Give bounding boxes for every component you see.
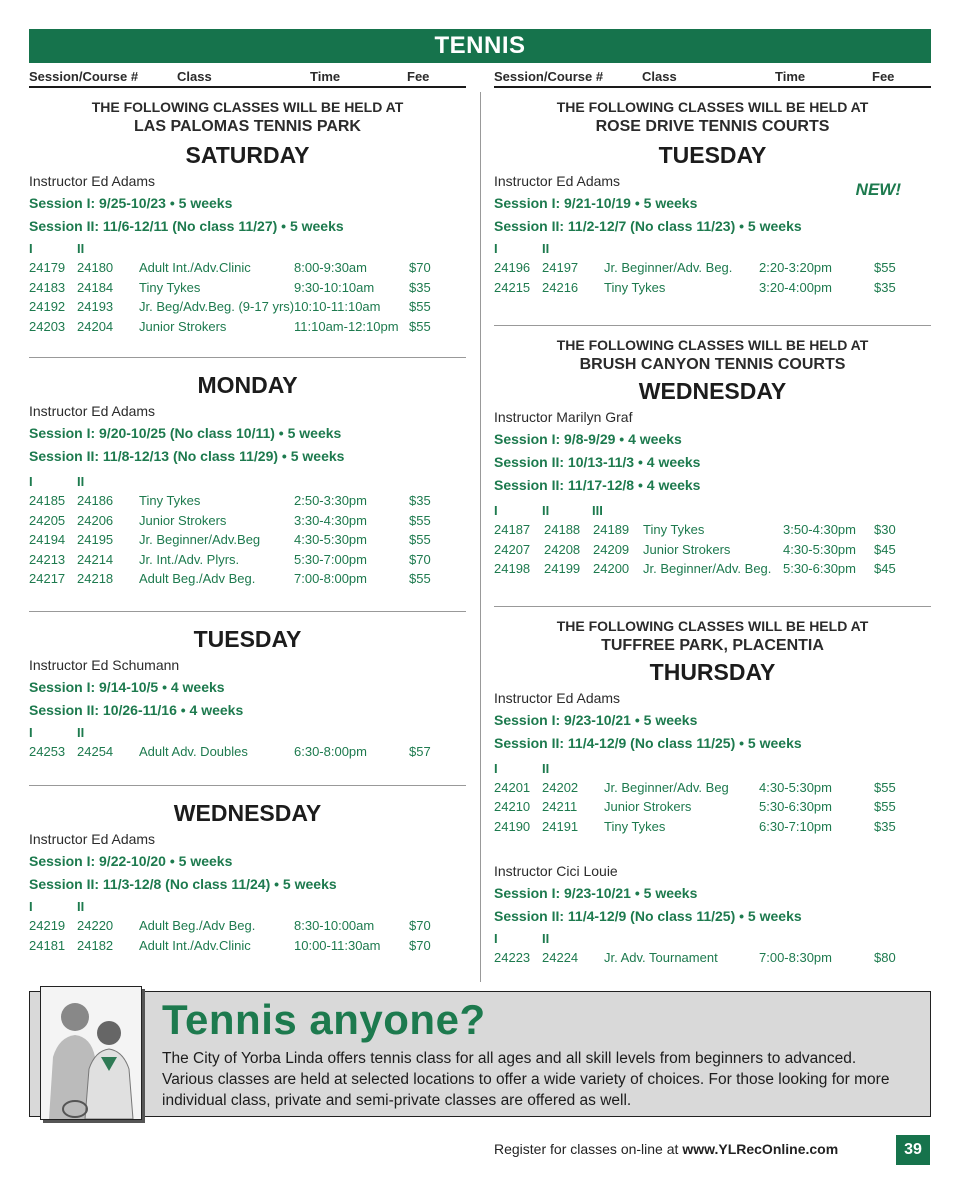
- session-one: Session I: 9/22-10/20 • 5 weeks: [29, 853, 233, 869]
- class-name: Tiny Tykes: [139, 493, 201, 508]
- course-number-session-one: 24213: [29, 551, 66, 567]
- day-heading: MONDAY: [197, 372, 298, 398]
- course-number-session-one: 24187: [494, 522, 531, 537]
- class-time: 4:30-5:30pm: [294, 532, 367, 547]
- venue-name: BRUSH CANYON TENNIS COURTS: [579, 356, 846, 373]
- course-number-session-one: 24179: [29, 260, 66, 275]
- class-name: Jr. Beginner/Adv. Beg: [604, 779, 729, 795]
- session-two: Session II: 11/2-12/7 (No class 11/23) • 5 weeks: [494, 218, 802, 234]
- table-row: [29, 317, 466, 337]
- saturday-block: [29, 140, 466, 336]
- session-numerals: [29, 471, 466, 491]
- course-number-session-two: 24182: [77, 937, 114, 953]
- course-number-session-one: 24217: [29, 571, 66, 586]
- class-time: 3:50-4:30pm: [783, 522, 856, 537]
- course-number-session-one: 24201: [494, 779, 531, 795]
- table-row: [494, 778, 931, 798]
- course-number-session-two: 24214: [77, 551, 114, 567]
- table-row: [494, 817, 931, 837]
- class-name: Tiny Tykes: [139, 279, 201, 295]
- course-number-session-two: 24193: [77, 299, 114, 314]
- class-fee: $70: [409, 551, 431, 567]
- course-number-session-three: 24200: [593, 561, 630, 576]
- instructor: Instructor Ed Adams: [494, 173, 621, 189]
- numeral-one: I: [494, 931, 498, 946]
- header-fee: Fee: [872, 69, 895, 84]
- promo-description: The City of Yorba Linda offers tennis class for all ages and all skill levels from beginners to advanced. Various classes are held at selected locations to offer a wide variety of choices. For those looking for more individual class, private and semi-private classes are offered as well.: [162, 1050, 890, 1109]
- session-one: Session I: 9/25-10/23 • 5 weeks: [29, 195, 233, 211]
- class-time: 8:30-10:00am: [294, 918, 375, 933]
- session-numerals: [494, 500, 931, 520]
- course-number-session-one: 24223: [494, 950, 531, 965]
- class-time: 10:10-11:10am: [294, 299, 381, 314]
- class-time: 10:00-11:30am: [294, 937, 381, 953]
- course-number-session-one: 24198: [494, 561, 531, 576]
- course-number-session-two: 24218: [77, 571, 114, 586]
- numeral-two: II: [77, 899, 85, 914]
- numeral-one: I: [29, 899, 33, 914]
- table-row: [29, 550, 466, 570]
- class-fee: $30: [874, 522, 896, 537]
- class-name: Jr. Beginner/Adv.Beg: [139, 532, 261, 547]
- table-row: [29, 278, 466, 298]
- table-row: [494, 559, 931, 579]
- session-numerals: [29, 722, 466, 742]
- class-fee: $35: [874, 818, 896, 834]
- course-number-session-two: 24206: [77, 512, 114, 528]
- session-numerals: [29, 238, 466, 258]
- class-time: 6:30-7:10pm: [759, 818, 832, 834]
- section-divider: [29, 611, 466, 612]
- table-row: [29, 297, 466, 317]
- instructor: Instructor Marilyn Graf: [494, 409, 633, 425]
- footer-register-note: [494, 1141, 838, 1157]
- class-fee: $35: [874, 279, 896, 295]
- column-header-right: [494, 66, 931, 88]
- header-time: Time: [775, 69, 806, 84]
- class-table: [494, 520, 931, 579]
- session-two: Session II: 11/4-12/9 (No class 11/25) • 5 weeks: [494, 734, 802, 751]
- section-banner: TENNIS: [29, 29, 931, 63]
- class-time: 4:30-5:30pm: [783, 541, 856, 557]
- course-number-session-two: 24208: [544, 541, 581, 557]
- class-time: 9:30-10:10am: [294, 279, 375, 295]
- course-number-session-two: 24197: [542, 260, 579, 275]
- session-two: Session II: 10/26-11/16 • 4 weeks: [29, 701, 244, 718]
- venue-name: TUFFREE PARK, PLACENTIA: [601, 636, 824, 654]
- promo-box: [29, 991, 931, 1117]
- header-class: Class: [177, 69, 212, 84]
- day-heading: WEDNESDAY: [173, 800, 322, 826]
- session-numerals: [494, 758, 931, 778]
- numeral-one: I: [494, 503, 498, 518]
- class-time: 5:30-7:00pm: [294, 551, 367, 567]
- column-header-left: [29, 66, 466, 88]
- course-number-session-one: 24190: [494, 818, 531, 834]
- class-time: 3:20-4:00pm: [759, 279, 832, 295]
- brush-canyon-block: [494, 336, 931, 579]
- session-one: Session I: 9/20-10/25 (No class 10/11) • 5 weeks: [29, 425, 342, 441]
- course-number-session-two: 24254: [77, 743, 114, 759]
- section-divider: [29, 357, 466, 358]
- page-number: 39: [896, 1135, 930, 1165]
- class-fee: $70: [409, 937, 431, 953]
- table-row: [29, 569, 466, 589]
- session-two: Session II: 11/4-12/9 (No class 11/25) • 5 weeks: [494, 908, 802, 924]
- class-fee: $45: [874, 541, 896, 557]
- class-fee: $45: [874, 561, 896, 576]
- venue-intro: THE FOLLOWING CLASSES WILL BE HELD AT: [91, 99, 404, 115]
- column-divider: [480, 92, 481, 982]
- venue-intro: THE FOLLOWING CLASSES WILL BE HELD AT: [556, 337, 869, 353]
- class-fee: $55: [409, 532, 431, 547]
- class-time: 7:00-8:00pm: [294, 571, 367, 586]
- tuesday-block: [29, 624, 466, 762]
- class-name: Jr. Adv. Tournament: [604, 950, 718, 965]
- numeral-three: III: [592, 503, 603, 518]
- numeral-two: II: [542, 241, 550, 256]
- session-numerals: [29, 896, 466, 916]
- class-name: Tiny Tykes: [643, 522, 705, 537]
- instructor: Instructor Ed Adams: [494, 689, 621, 706]
- table-row: [29, 742, 466, 762]
- course-number-session-one: 24205: [29, 512, 66, 528]
- class-fee: $55: [874, 799, 896, 814]
- wednesday-block: [29, 798, 466, 955]
- class-table: [494, 948, 931, 968]
- table-row: [29, 491, 466, 511]
- rose-drive-block: [494, 98, 931, 297]
- venue-intro: THE FOLLOWING CLASSES WILL BE HELD AT: [556, 99, 869, 115]
- class-fee: $55: [409, 512, 431, 528]
- numeral-two: II: [77, 241, 85, 256]
- class-table: [29, 916, 466, 955]
- class-name: Jr. Beg/Adv.Beg. (9-17 yrs): [139, 299, 295, 314]
- course-number-session-three: 24189: [593, 522, 630, 537]
- instructor: Instructor Ed Adams: [29, 403, 156, 419]
- session-numerals: [494, 928, 931, 948]
- header-fee: Fee: [407, 69, 430, 84]
- numeral-one: I: [29, 241, 33, 256]
- class-name: Adult Adv. Doubles: [139, 743, 248, 759]
- numeral-one: I: [29, 724, 33, 740]
- left-column: [29, 92, 466, 955]
- instructor: Instructor Cici Louie: [494, 863, 618, 879]
- course-number-session-one: 24215: [494, 279, 531, 295]
- class-time: 8:00-9:30am: [294, 260, 367, 275]
- table-row: [494, 278, 931, 298]
- tuffree-block: [494, 617, 931, 968]
- session-one: Session I: 9/21-10/19 • 5 weeks: [494, 195, 698, 211]
- class-name: Tiny Tykes: [604, 818, 666, 834]
- class-time: 11:10am-12:10pm: [294, 318, 399, 334]
- course-number-session-two: 24199: [544, 561, 581, 576]
- class-table: [29, 491, 466, 589]
- class-fee: $55: [409, 318, 431, 334]
- class-name: Adult Beg./Adv Beg.: [139, 918, 256, 933]
- class-name: Junior Strokers: [139, 318, 227, 334]
- table-row: [494, 520, 931, 540]
- numeral-one: I: [494, 760, 498, 776]
- right-column: [494, 92, 931, 968]
- session-one: Session I: 9/23-10/21 • 5 weeks: [494, 711, 698, 728]
- class-fee: $55: [409, 299, 431, 314]
- table-row: [494, 258, 931, 278]
- monday-block: [29, 370, 466, 589]
- session-two: Session II: 11/6-12/11 (No class 11/27) • 5 weeks: [29, 218, 344, 234]
- class-fee: $55: [874, 779, 896, 795]
- class-name: Jr. Beginner/Adv. Beg.: [604, 260, 733, 275]
- instructor: Instructor Ed Adams: [29, 831, 156, 847]
- session-one: Session I: 9/8-9/29 • 4 weeks: [494, 431, 682, 447]
- class-time: 5:30-6:30pm: [783, 561, 856, 576]
- class-name: Adult Int./Adv.Clinic: [139, 260, 251, 275]
- session-two: Session II: 11/3-12/8 (No class 11/24) • 5 weeks: [29, 876, 337, 892]
- section-divider: [29, 785, 466, 786]
- course-number-session-two: 24204: [77, 318, 114, 334]
- new-badge: NEW!: [855, 180, 901, 199]
- class-name: Jr. Int./Adv. Plyrs.: [139, 551, 240, 567]
- course-number-session-one: 24192: [29, 299, 66, 314]
- instructor: Instructor Ed Adams: [29, 173, 156, 189]
- class-time: 4:30-5:30pm: [759, 779, 832, 795]
- course-number-session-two: 24195: [77, 532, 114, 547]
- header-session-course: Session/Course #: [29, 69, 139, 84]
- course-number-session-one: 24207: [494, 541, 531, 557]
- header-time: Time: [310, 69, 341, 84]
- class-time: 2:20-3:20pm: [759, 260, 832, 275]
- course-number-session-two: 24202: [542, 779, 579, 795]
- class-fee: $80: [874, 950, 896, 965]
- course-number-session-three: 24209: [593, 541, 630, 557]
- session-numerals: [494, 238, 931, 258]
- class-name: Adult Beg./Adv Beg.: [139, 571, 256, 586]
- class-name: Junior Strokers: [139, 512, 227, 528]
- table-row: [29, 936, 466, 956]
- course-number-session-one: 24194: [29, 532, 66, 547]
- footer-text: Register for classes on-line at: [494, 1141, 683, 1157]
- table-row: [29, 530, 466, 550]
- class-time: 6:30-8:00pm: [294, 743, 367, 759]
- course-number-session-one: 24196: [494, 260, 531, 275]
- class-fee: $35: [409, 279, 431, 295]
- course-number-session-two: 24180: [77, 260, 114, 275]
- course-number-session-two: 24184: [77, 279, 114, 295]
- class-name: Junior Strokers: [604, 799, 692, 814]
- class-fee: $57: [409, 743, 431, 759]
- header-session-course: Session/Course #: [494, 69, 604, 84]
- class-fee: $70: [409, 260, 431, 275]
- table-row: [494, 540, 931, 560]
- class-fee: $55: [409, 571, 431, 586]
- course-number-session-two: 24220: [77, 918, 114, 933]
- day-heading: THURSDAY: [649, 658, 776, 685]
- class-time: 7:00-8:30pm: [759, 950, 832, 965]
- class-time: 2:50-3:30pm: [294, 493, 367, 508]
- promo-title: Tennis anyone?: [162, 996, 486, 1043]
- class-name: Adult Int./Adv.Clinic: [139, 937, 251, 953]
- course-number-session-two: 24224: [542, 950, 579, 965]
- numeral-one: I: [494, 241, 498, 256]
- class-table: [494, 258, 931, 297]
- course-number-session-two: 24211: [542, 799, 578, 814]
- tennis-players-photo: [40, 986, 142, 1120]
- table-row: [494, 948, 931, 968]
- course-number-session-one: 24185: [29, 493, 66, 508]
- course-number-session-one: 24203: [29, 318, 66, 334]
- class-table: [29, 258, 466, 336]
- course-number-session-two: 24188: [544, 522, 581, 537]
- table-row: [29, 511, 466, 531]
- numeral-two: II: [542, 931, 550, 946]
- class-time: 5:30-6:30pm: [759, 799, 832, 814]
- class-name: Junior Strokers: [643, 541, 731, 557]
- class-fee: $70: [409, 918, 431, 933]
- footer-url-link[interactable]: www.YLRecOnline.com: [682, 1141, 839, 1157]
- session-one: Session I: 9/23-10/21 • 5 weeks: [494, 885, 698, 901]
- day-heading: TUESDAY: [193, 625, 302, 652]
- class-table: [494, 778, 931, 837]
- session-two: Session II: 11/8-12/13 (No class 11/29) • 5 weeks: [29, 448, 345, 464]
- course-number-session-two: 24186: [77, 493, 114, 508]
- session-two: Session II: 10/13-11/3 • 4 weeks: [494, 454, 701, 470]
- class-fee: $35: [409, 493, 431, 508]
- table-row: [29, 916, 466, 936]
- course-number-session-one: 24181: [29, 937, 66, 953]
- numeral-two: II: [77, 724, 85, 740]
- venue-name: LAS PALOMAS TENNIS PARK: [134, 118, 361, 135]
- course-number-session-one: 24253: [29, 743, 66, 759]
- course-number-session-one: 24210: [494, 799, 531, 814]
- session-three: Session II: 11/17-12/8 • 4 weeks: [494, 477, 701, 493]
- header-class: Class: [642, 69, 677, 84]
- course-number-session-two: 24216: [542, 279, 579, 295]
- venue-name: ROSE DRIVE TENNIS COURTS: [595, 118, 830, 135]
- day-heading: WEDNESDAY: [638, 378, 787, 404]
- class-name: Tiny Tykes: [604, 279, 666, 295]
- section-divider: [494, 606, 931, 607]
- table-row: [29, 258, 466, 278]
- class-time: 3:30-4:30pm: [294, 512, 367, 528]
- numeral-two: II: [542, 760, 550, 776]
- class-table: [29, 742, 466, 762]
- course-number-session-one: 24219: [29, 918, 66, 933]
- class-fee: $55: [874, 260, 896, 275]
- course-number-session-two: 24191: [542, 818, 579, 834]
- numeral-two: II: [542, 503, 550, 518]
- session-one: Session I: 9/14-10/5 • 4 weeks: [29, 678, 225, 695]
- day-heading: TUESDAY: [658, 142, 767, 168]
- numeral-one: I: [29, 474, 33, 489]
- day-heading: SATURDAY: [185, 142, 310, 168]
- class-name: Jr. Beginner/Adv. Beg.: [643, 561, 772, 576]
- course-number-session-one: 24183: [29, 279, 66, 295]
- numeral-two: II: [77, 474, 85, 489]
- section-divider: [494, 325, 931, 326]
- instructor: Instructor Ed Schumann: [29, 656, 180, 673]
- venue-intro: THE FOLLOWING CLASSES WILL BE HELD AT: [556, 617, 869, 634]
- table-row: [494, 797, 931, 817]
